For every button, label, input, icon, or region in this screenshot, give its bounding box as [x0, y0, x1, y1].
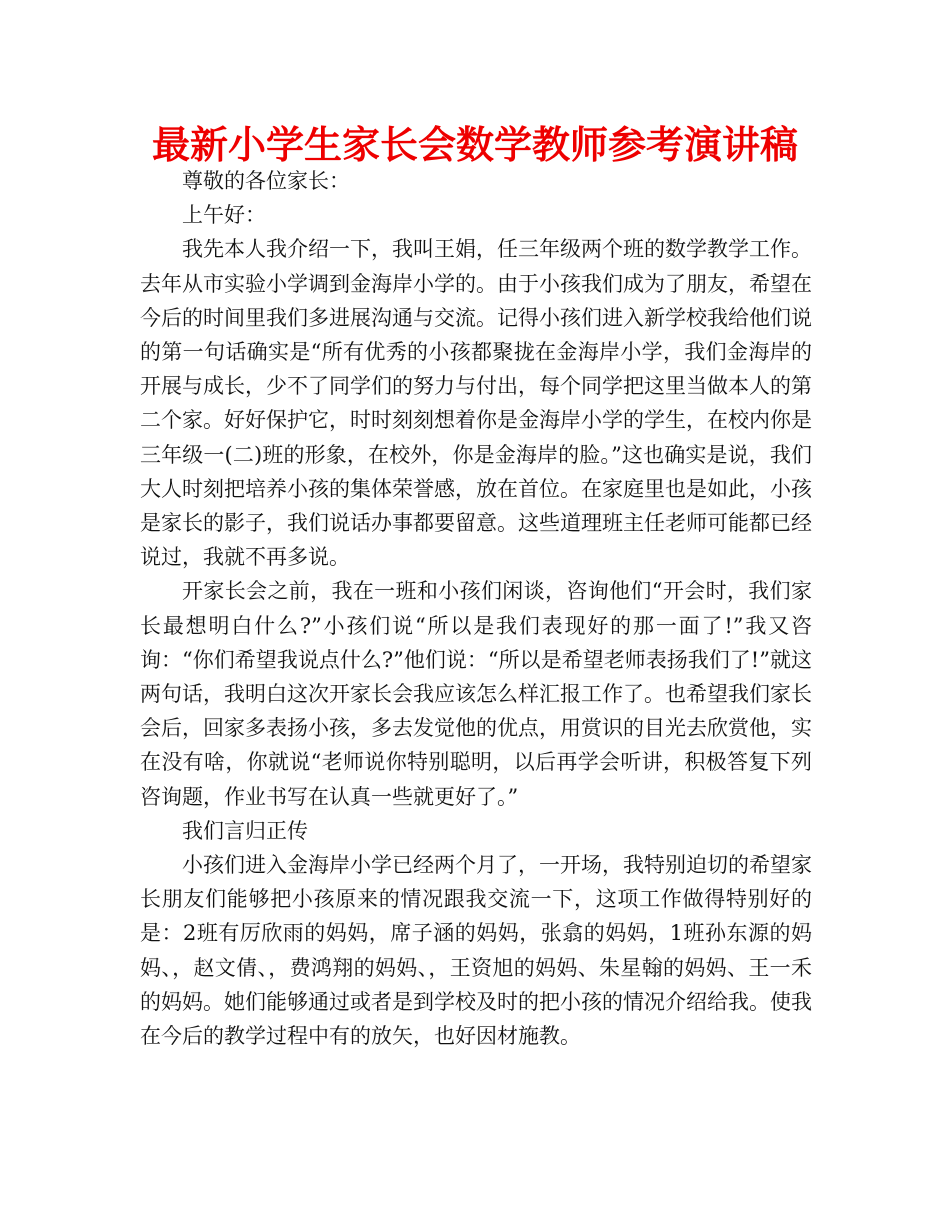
paragraph-conversation: 开家长会之前，我在一班和小孩们闲谈，咨询他们“开会时，我们家长最想明白什么?”小孩们说“所以是我们表现好的那一面了!”我又咨询：“你们希望我说点什么?”他们说：“所以是希望老师表扬我们了!”就这两句话，我明白这次开家长会我应该怎么样汇报工作了。也希望我们家长会后，回家多表扬小孩，多去发觉他的优点，用赏识的目光去欣赏他，实在没有啥，你就说“老师说你特别聪明，以后再学会听讲，积极答复下列咨询题，作业书写在认真一些就更好了。”	[140, 579, 812, 809]
salutation: 尊敬的各位家长：	[182, 169, 350, 193]
greeting: 上午好：	[182, 203, 266, 228]
document-body	[140, 164, 812, 1053]
document-title: 最新小学生家长会数学教师参考演讲稿	[151, 123, 798, 167]
paragraph-introduction: 我先本人我介绍一下，我叫王娟，任三年级两个班的数学教学工作。去年从市实验小学调到金海岸小学的。由于小孩我们成为了朋友，希望在今后的时间里我们多进展沟通与交流。记得小孩们进入新学校我给他们说的第一句话确实是“所有优秀的小孩都聚拢在金海岸小学，我们金海岸的开展与成长，少不了同学们的努力与付出，每个同学把这里当做本人的第二个家。好好保护它，时时刻刻想着你是金海岸小学的学生，在校内你是三年级一(二)班的形象，在校外，你是金海岸的脸。”这也确实是说，我们大人时刻把培养小孩的集体荣誉感，放在首位。在家庭里也是如此，小孩是家长的影子，我们说话办事都要留意。这些道理班主任老师可能都已经说过，我就不再多说。	[140, 237, 812, 570]
paragraph-parents: 小孩们进入金海岸小学已经两个月了，一开场，我特别迫切的希望家长朋友们能够把小孩原来的情况跟我交流一下，这项工作做得特别好的是：2班有厉欣雨的妈妈，席子涵的妈妈，张翕的妈妈，1班孙东源的妈妈、，赵文倩、，费鸿翔的妈妈、，王资旭的妈妈、朱星翰的妈妈、王一禾的妈妈。她们能够通过或者是到学校及时的把小孩的情况介绍给我。使我在今后的教学过程中有的放矢，也好因材施教。	[140, 853, 812, 1049]
paragraph-transition: 我们言归正传	[182, 818, 308, 843]
